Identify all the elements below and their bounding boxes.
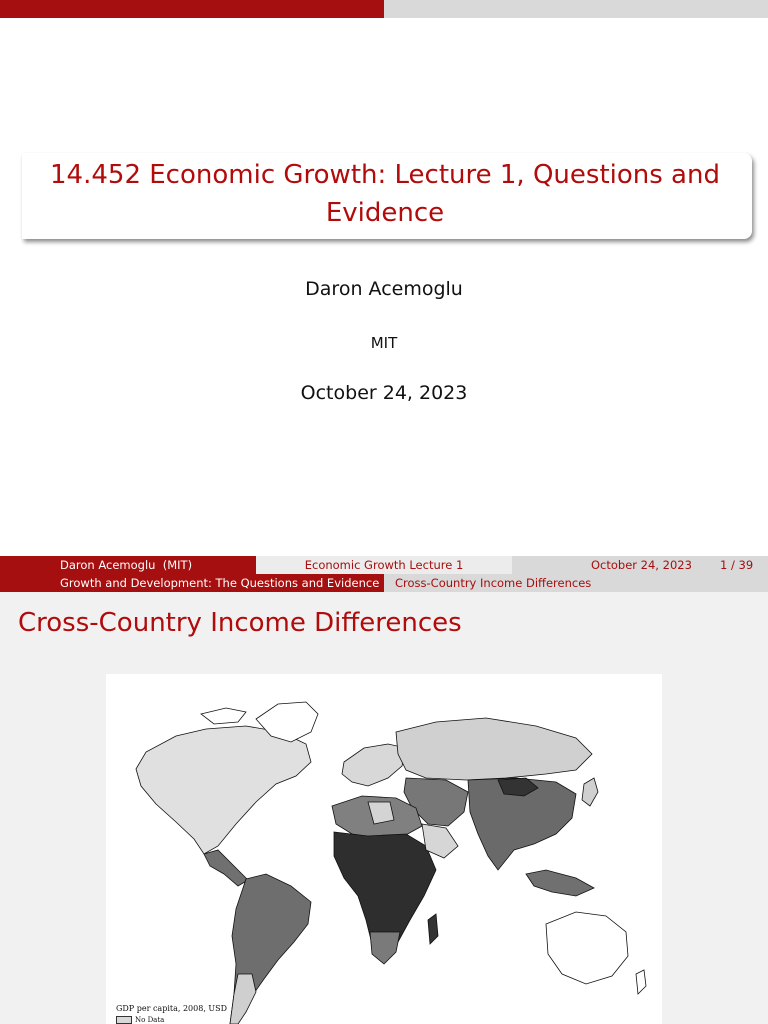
- nav-subsection[interactable]: Cross-Country Income Differences: [395, 576, 592, 590]
- central-america: [204, 850, 248, 886]
- footer-date: October 24, 2023: [591, 558, 692, 572]
- footer-course: Economic Growth Lecture 1: [304, 558, 464, 572]
- nav-section[interactable]: Growth and Development: The Questions and Evidence: [60, 576, 380, 590]
- frame-title: Cross-Country Income Differences: [18, 608, 462, 638]
- footer-author-cell: [0, 556, 256, 574]
- legend-swatch-no-data: [116, 1016, 132, 1024]
- europe: [342, 744, 406, 786]
- author-name: Daron Acemoglu: [305, 278, 463, 300]
- footer-date-cell: [512, 556, 768, 574]
- top-bar-accent: [0, 0, 384, 18]
- presentation-title: 14.452 Economic Growth: Lecture 1, Questions and Evidence: [50, 160, 720, 228]
- southern-africa: [370, 932, 400, 964]
- top-bar-gray: [384, 0, 768, 18]
- institute: MIT: [370, 334, 398, 352]
- presentation-date: October 24, 2023: [300, 382, 468, 404]
- new-zealand: [636, 970, 646, 994]
- world-map-graphic: [106, 674, 662, 1024]
- nav-section-cell[interactable]: [0, 574, 384, 592]
- madagascar: [428, 914, 438, 944]
- nav-subsection-cell[interactable]: [384, 574, 768, 592]
- footer-course-cell: [256, 556, 512, 574]
- arctic-islands: [201, 708, 246, 724]
- north-america: [136, 726, 311, 854]
- legend-label-no-data: No Data: [135, 1016, 165, 1024]
- footer-author: Daron Acemoglu (MIT): [60, 558, 193, 572]
- southeast-asia: [526, 870, 594, 896]
- australia: [546, 912, 628, 984]
- japan: [582, 778, 598, 806]
- map-legend-title: GDP per capita, 2008, USD: [116, 1004, 228, 1013]
- footer-page-number: 1 / 39: [720, 558, 754, 572]
- world-income-map: [106, 674, 662, 1024]
- russia: [396, 718, 592, 780]
- map-legend-row: [116, 1016, 164, 1024]
- southern-cone: [230, 974, 256, 1024]
